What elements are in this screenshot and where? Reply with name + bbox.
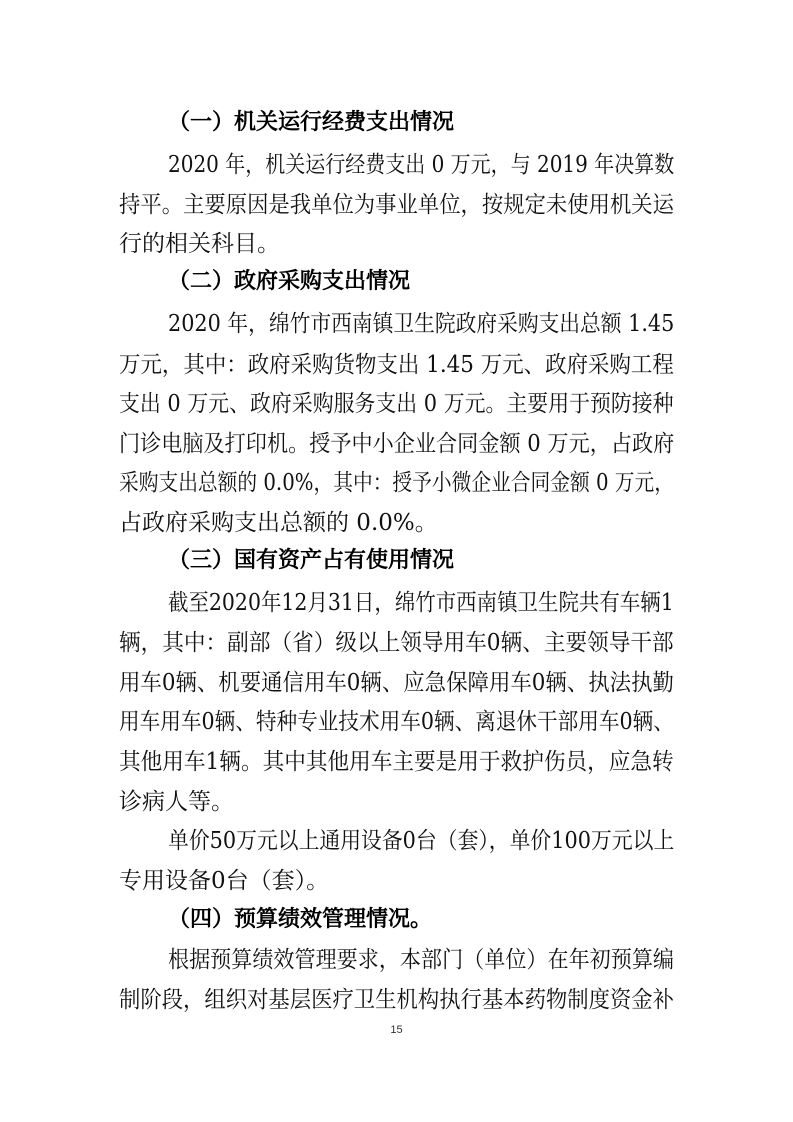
paragraph-line: 采购支出总额的 0.0%，其中：授予小微企业合同金额 0 万元， [119, 470, 674, 496]
section-heading: （三）国有资产占有使用情况 [168, 548, 455, 573]
paragraph-line: 万元，其中：政府采购货物支出 1.45 万元、政府采购工程 [119, 352, 674, 378]
paragraph-line: 用车0辆、机要通信用车0辆、应急保障用车0辆、执法执勤 [119, 670, 674, 696]
section-heading: （二）政府采购支出情况 [168, 269, 411, 294]
paragraph-line: 专用设备0台（套）。 [119, 868, 330, 894]
section-heading: （四）预算绩效管理情况。 [168, 907, 433, 932]
paragraph-line: 2020 年，绵竹市西南镇卫生院政府采购支出总额 1.45 [168, 311, 675, 337]
paragraph-line: 门诊电脑及打印机。授予中小企业合同金额 0 万元，占政府 [119, 431, 675, 457]
paragraph-line: 2020 年，机关运行经费支出 0 万元，与 2019 年决算数 [168, 152, 675, 178]
paragraph-line: 其他用车1辆。其中其他用车主要是用于救护伤员，应急转 [119, 749, 674, 775]
paragraph-line: 根据预算绩效管理要求，本部门（单位）在年初预算编 [168, 947, 674, 973]
paragraph-line: 行的相关科目。 [119, 231, 280, 257]
paragraph-line: 用车用车0辆、特种专业技术用车0辆、离退休干部用车0辆、 [119, 709, 674, 735]
paragraph-line: 截至2020年12月31日，绵竹市西南镇卫生院共有车辆1 [168, 590, 674, 616]
section-heading: （一）机关运行经费支出情况 [168, 110, 455, 135]
paragraph-line: 支出 0 万元、政府采购服务支出 0 万元。主要用于预防接种 [119, 391, 674, 417]
paragraph-line: 诊病人等。 [119, 789, 234, 815]
paragraph-line: 制阶段，组织对基层医疗卫生机构执行基本药物制度资金补 [119, 987, 674, 1013]
paragraph-line: 单价50万元以上通用设备0台（套），单价100万元以上 [168, 828, 675, 854]
paragraph-line: 辆，其中：副部（省）级以上领导用车0辆、主要领导干部 [119, 630, 674, 656]
paragraph-line: 占政府采购支出总额的 0.0%。 [119, 510, 438, 536]
page-number: 15 [390, 1024, 403, 1036]
paragraph-line: 持平。主要原因是我单位为事业单位，按规定未使用机关运 [119, 192, 674, 218]
